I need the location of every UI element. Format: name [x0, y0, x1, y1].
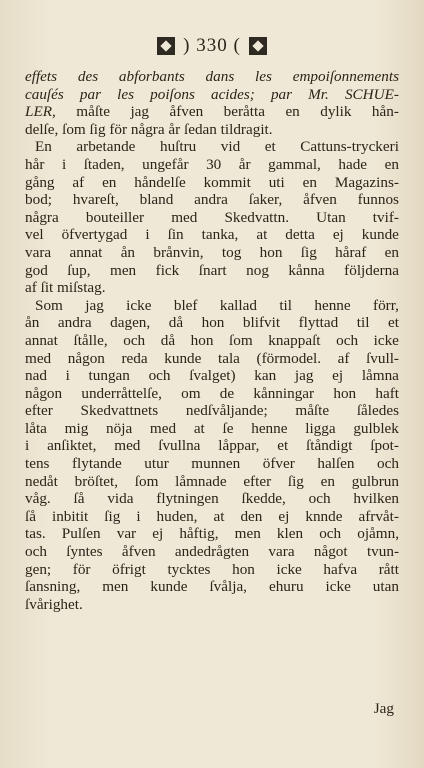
text-line: med någon reda kunde tala (förmodel. af ſvull-	[25, 349, 399, 367]
text-line: ån andra dagen, då hon blifvit flyttad til et	[25, 314, 399, 332]
right-ornament-icon	[249, 37, 267, 55]
text-body	[25, 68, 399, 613]
text-line: våg. ſå vida flytningen ſkedde, och hvilken	[25, 490, 399, 508]
text-line: hår i ſtaden, ungefår 30 år gammal, hade en	[25, 155, 399, 173]
text-line: vel öfvertygad i ſin tanka, at detta ej kunde	[25, 226, 399, 244]
text-line: god ſup, men fick ſnart nog kånna följderna	[25, 261, 399, 279]
text-line: och ſyntes åfven andedrågten vara något tvun-	[25, 543, 399, 561]
text-line: Som jag icke blef kallad til henne förr,	[35, 296, 399, 314]
left-ornament-icon	[157, 37, 175, 55]
text-line: gång af en håndelſe kommit uti en Magazins-	[25, 173, 399, 191]
text-line: effets des abforbants dans les empoiſonnements	[25, 68, 399, 85]
text-line: LER, måſte jag åfven beråtta en dylik hån-	[25, 103, 399, 121]
text-line: låta mig nöja med at ſe henne ligga gulblek	[25, 419, 399, 437]
page-header	[0, 33, 424, 59]
text-line: gen; för öfrigt tycktes hon icke hafva rått	[25, 560, 399, 578]
text-line: tas. Pulſen var ej håftig, men klen och ojåmn,	[25, 525, 399, 543]
catchword: Jag	[373, 700, 394, 717]
text-line: nedåt bröſtet, ſom låmnade efter ſig en gulbrun	[25, 472, 399, 490]
page-number: ) 330 (	[183, 35, 241, 56]
text-line: ſå inbitit ſig i huden, at den ej knnde afrvåt-	[25, 507, 399, 525]
text-line: i anſiktet, med ſvullna låppar, et ſtåndigt ſpot-	[25, 437, 399, 455]
text-line: cauſés par les poiſons acides; par Mr. SCHUE-	[25, 85, 399, 103]
text-line: delſe, ſom ſig för några år ſedan tildragit.	[25, 120, 273, 138]
text-line: af ſit miſstag.	[25, 279, 106, 297]
text-line: någon underråttelſe, om de kånningar hon haft	[25, 384, 399, 402]
text-line: efter Skedvattnets nedſvåljande; måſte ſåledes	[25, 402, 399, 420]
text-line: några bouteiller med Skedvattn. Utan tvif-	[25, 208, 399, 226]
text-line: tens flytande utur munnen öfver halſen och	[25, 455, 399, 473]
text-line: ſansning, men kunde ſvålja, ehuru icke utan	[25, 578, 399, 596]
text-line: En arbetande huſtru vid et Cattuns-tryckeri	[35, 138, 399, 156]
text-line: ſvårighet.	[25, 595, 83, 613]
text-line: vara annat ån brånvin, tog hon ſig håraf en	[25, 243, 399, 261]
text-line: annat ſtålle, och då hon ſom knappaſt och icke	[25, 331, 399, 349]
text-line: nad i tungan och ſvalget) kan jag ej låmna	[25, 367, 399, 385]
text-line: bod; hvareſt, bland andra ſaker, åfven funnos	[25, 191, 399, 209]
